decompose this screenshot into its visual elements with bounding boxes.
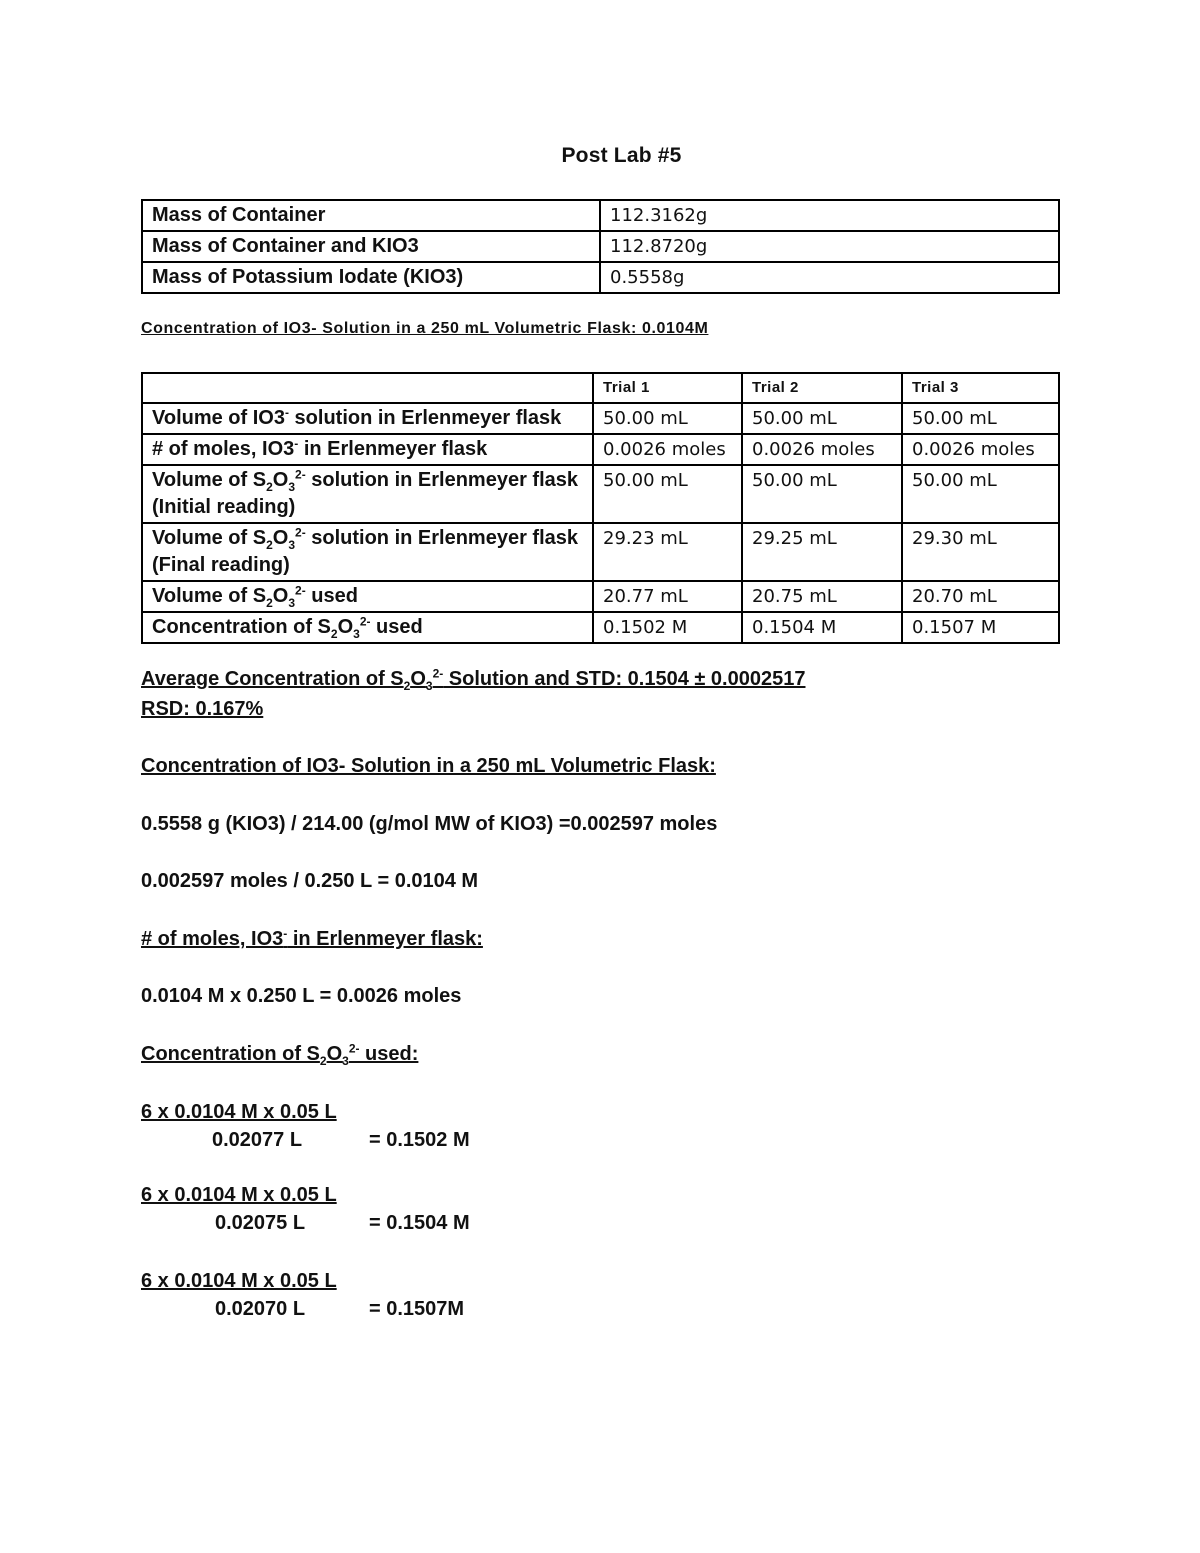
mass-label: Mass of Container and KIO3: [142, 231, 600, 262]
table-cell: 29.23 mL: [593, 523, 742, 581]
mass-value: 112.3162g: [600, 200, 1059, 231]
row-label: Volume of $S_2O_3^{2-}$ used: [142, 581, 593, 612]
mass-label: Mass of Container: [142, 200, 600, 231]
table-cell: 0.0026 moles: [902, 434, 1059, 465]
table-cell: 29.30 mL: [902, 523, 1059, 581]
table-row: [142, 612, 1059, 643]
header-trial-2: Trial 2: [742, 373, 902, 403]
table-row: [142, 465, 1059, 523]
table-header-row: [142, 373, 1059, 403]
row-label: Concentration of $S_2O_3^{2-}$ used: [142, 612, 593, 643]
row-label: Volume of $S_2O_3^{2-}$ solution in Erlenmeyer flask (Initial reading): [142, 465, 593, 523]
table-row: [142, 231, 1059, 262]
table-cell: 0.0026 moles: [593, 434, 742, 465]
page-title: Post Lab #5: [561, 144, 682, 167]
table-cell: 20.77 mL: [593, 581, 742, 612]
mass-table: [141, 199, 1060, 294]
moles-line: 0.0104 M x 0.250 L = 0.0026 moles: [141, 985, 462, 1007]
table-cell: 50.00 mL: [742, 403, 902, 434]
header-trial-1: Trial 1: [593, 373, 742, 403]
calc-io3-heading: Concentration of IO3- Solution in a 250 mL Volumetric Flask:: [141, 755, 716, 777]
table-row: [142, 262, 1059, 293]
table-cell: 50.00 mL: [902, 403, 1059, 434]
mass-value: 112.8720g: [600, 231, 1059, 262]
row-label: Volume of IO3- solution in Erlenmeyer flask: [142, 403, 593, 434]
concentration-line: Concentration of IO3- Solution in a 250 mL Volumetric Flask: 0.0104M: [141, 320, 709, 337]
table-cell: 0.1504 M: [742, 612, 902, 643]
table-cell: 29.25 mL: [742, 523, 902, 581]
average-line: Average Concentration of $S_2O_3^{2-}$ Solution and STD: 0.1504 ± 0.0002517: [141, 666, 806, 693]
table-cell: 20.70 mL: [902, 581, 1059, 612]
fraction-3-numerator: 6 x 0.0104 M x 0.05 L: [141, 1270, 337, 1292]
fraction-2-result: = 0.1504 M: [369, 1212, 470, 1234]
table-cell: 20.75 mL: [742, 581, 902, 612]
trial-table: [141, 372, 1060, 644]
fraction-1-result: = 0.1502 M: [369, 1129, 470, 1151]
fraction-1-denominator: 0.02077 L: [212, 1129, 303, 1151]
header-trial-3: Trial 3: [902, 373, 1059, 403]
table-cell: 0.1507 M: [902, 612, 1059, 643]
row-label: # of moles, IO3- in Erlenmeyer flask: [142, 434, 593, 465]
table-cell: 0.0026 moles: [742, 434, 902, 465]
table-cell: 50.00 mL: [742, 465, 902, 523]
table-row: [142, 403, 1059, 434]
calc-io3-line-1: 0.5558 g (KIO3) / 214.00 (g/mol MW of KIO3) =0.002597 moles: [141, 813, 718, 835]
moles-heading: # of moles, IO3- in Erlenmeyer flask:: [141, 926, 483, 950]
header-empty-cell: [142, 373, 593, 403]
table-cell: 50.00 mL: [593, 465, 742, 523]
fraction-2-denominator: 0.02075 L: [215, 1212, 306, 1234]
mass-label: Mass of Potassium Iodate (KIO3): [142, 262, 600, 293]
fraction-2-numerator: 6 x 0.0104 M x 0.05 L: [141, 1184, 337, 1206]
table-cell: 50.00 mL: [902, 465, 1059, 523]
table-row: [142, 523, 1059, 581]
calc-io3-line-2: 0.002597 moles / 0.250 L = 0.0104 M: [141, 870, 479, 892]
table-cell: 0.1502 M: [593, 612, 742, 643]
fraction-1-numerator: 6 x 0.0104 M x 0.05 L: [141, 1101, 337, 1123]
table-row: [142, 434, 1059, 465]
conc-used-heading: Concentration of $S_2O_3^{2-}$ used:: [141, 1041, 419, 1068]
row-label: Volume of $S_2O_3^{2-}$ solution in Erlenmeyer flask (Final reading): [142, 523, 593, 581]
fraction-3-result: = 0.1507M: [369, 1298, 465, 1320]
table-cell: 50.00 mL: [593, 403, 742, 434]
fraction-3-denominator: 0.02070 L: [215, 1298, 306, 1320]
table-row: [142, 200, 1059, 231]
mass-value: 0.5558g: [600, 262, 1059, 293]
rsd-line: RSD: 0.167%: [141, 698, 264, 720]
table-row: [142, 581, 1059, 612]
